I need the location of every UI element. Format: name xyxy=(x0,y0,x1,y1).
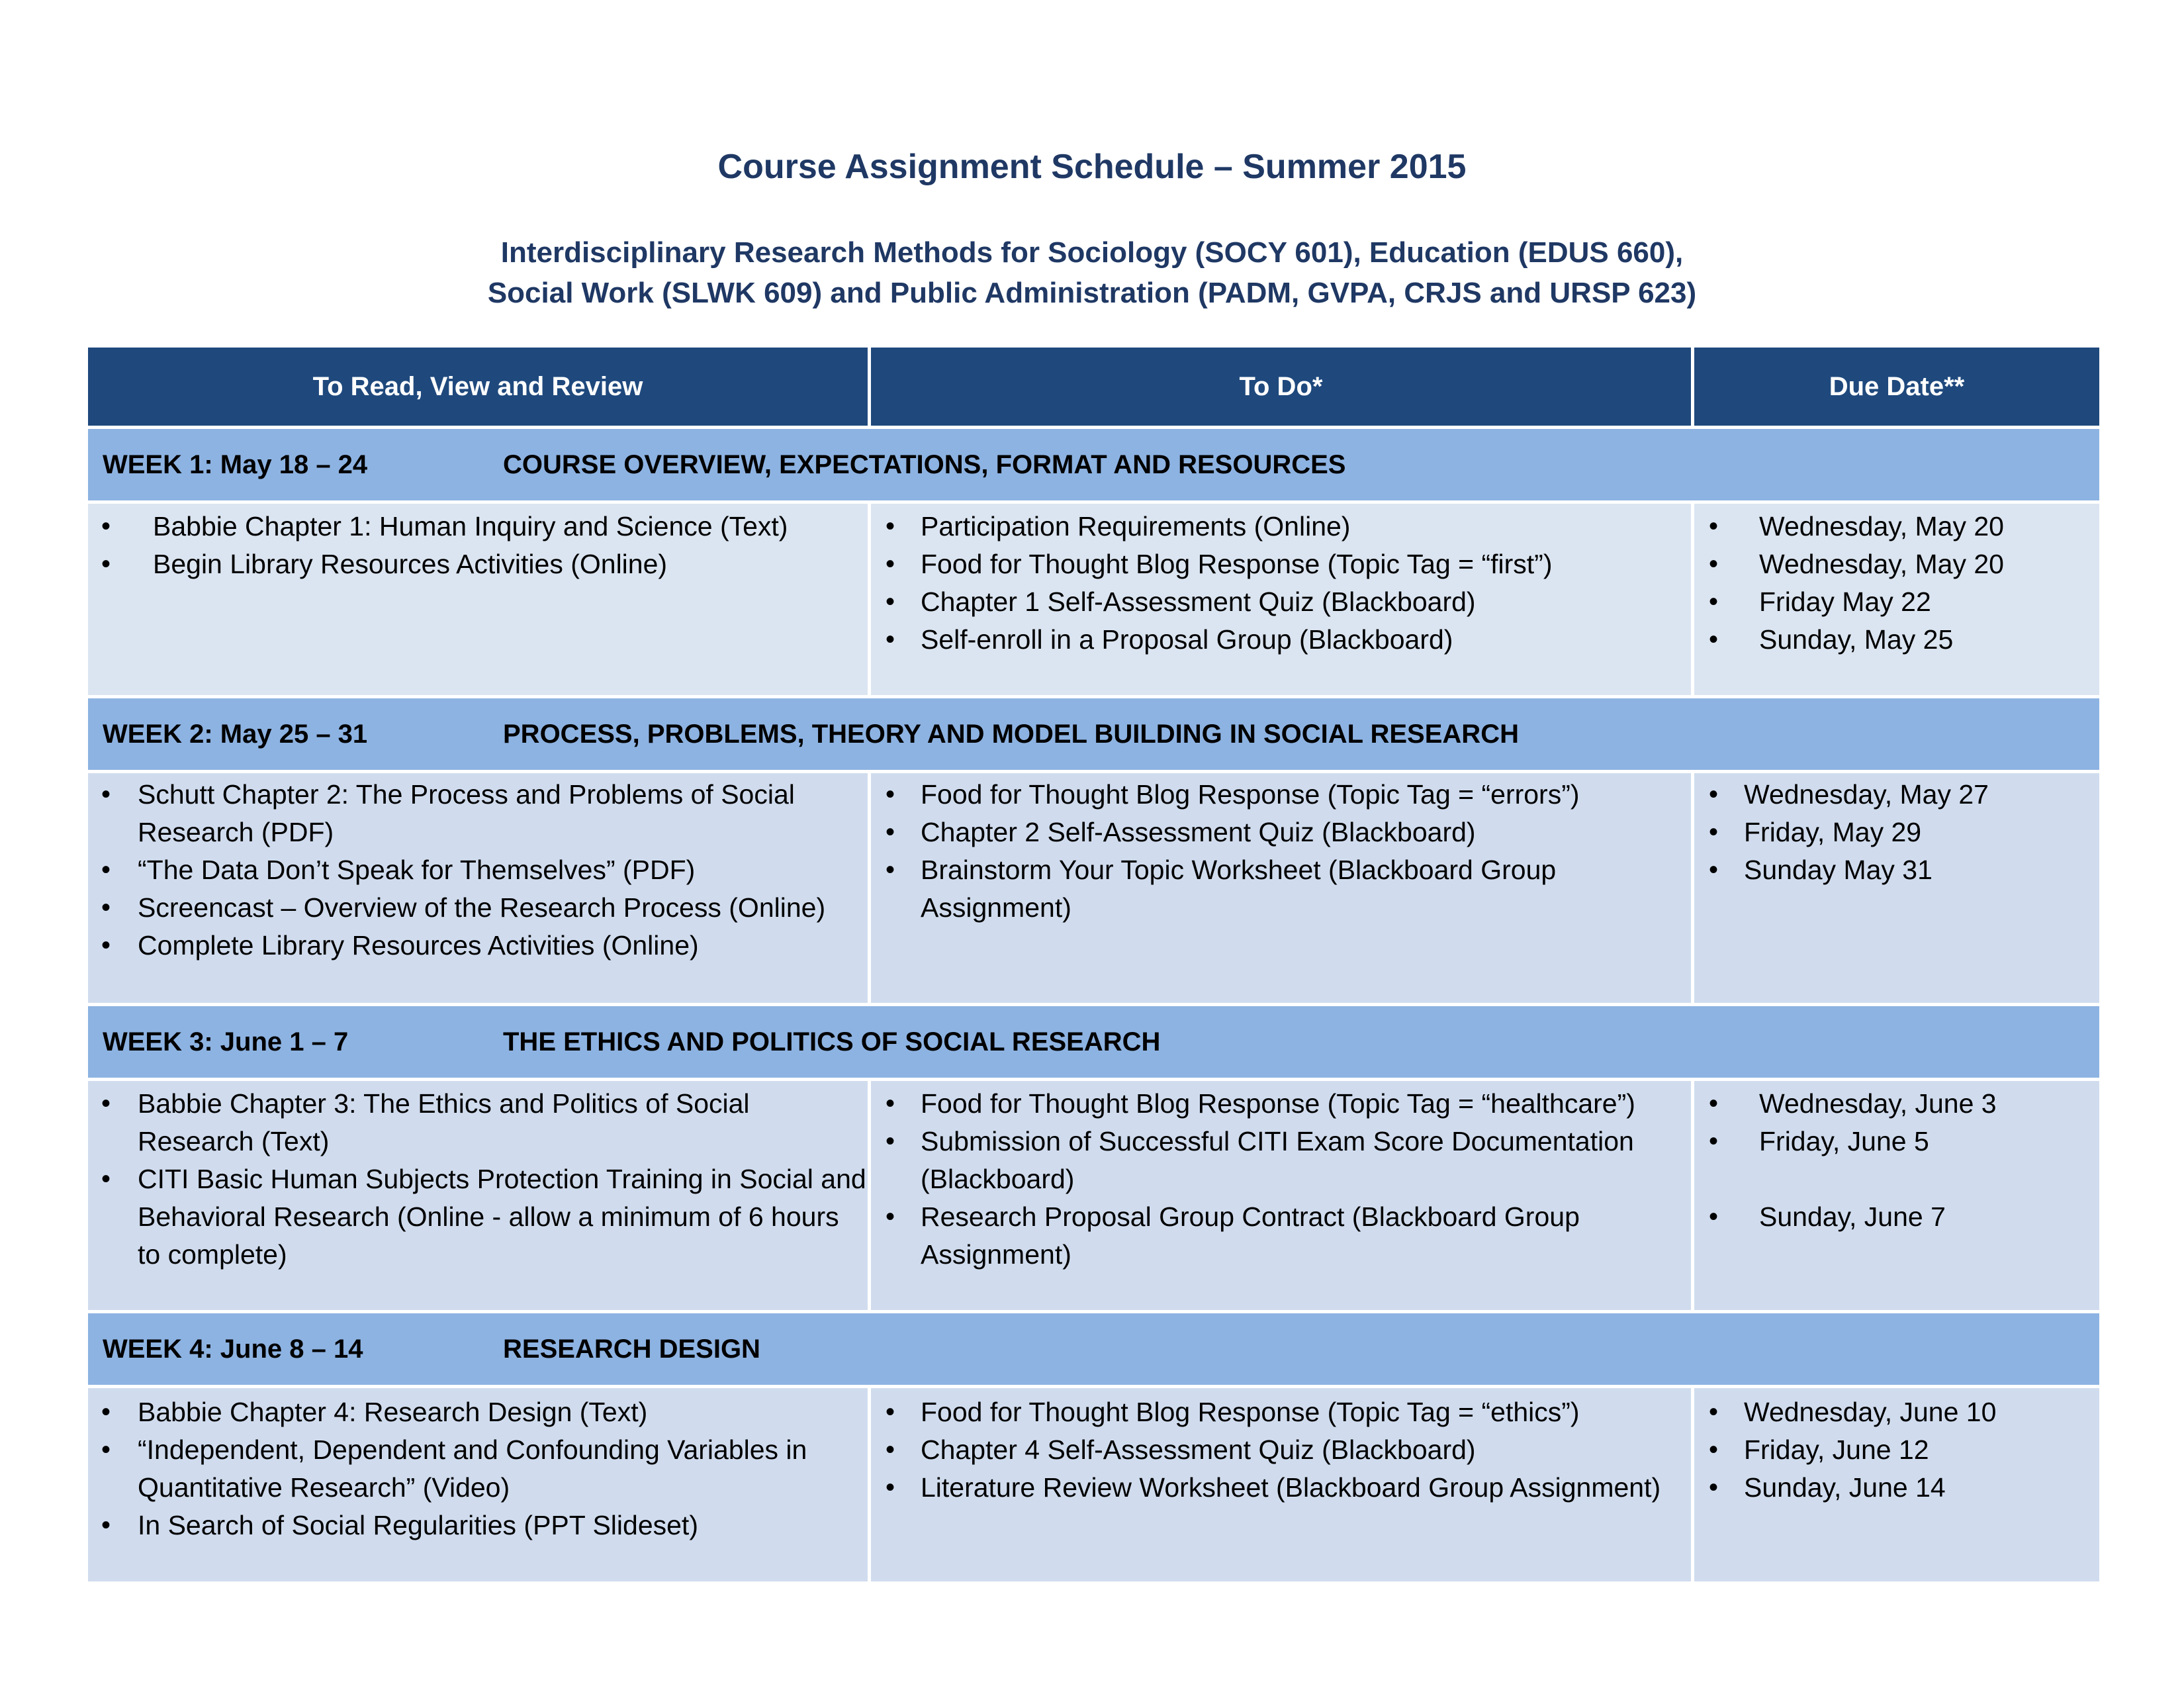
list-item: • Chapter 4 Self-Assessment Quiz (Blackboard) xyxy=(871,1431,1691,1469)
week-2-header xyxy=(87,697,2101,772)
week-theme: PROCESS, PROBLEMS, THEORY AND MODEL BUILDING IN SOCIAL RESEARCH xyxy=(503,719,1519,749)
list-item: • Chapter 1 Self-Assessment Quiz (Blackboard) xyxy=(871,583,1691,621)
week-4-read-cell xyxy=(87,1387,870,1583)
list-item: • Food for Thought Blog Response (Topic Tag = “errors”) xyxy=(871,776,1691,814)
list-item: • “The Data Don’t Speak for Themselves” (PDF) xyxy=(88,851,868,889)
list-item: • CITI Basic Human Subjects Protection Training in Social and Behavioral Research (Online - allow a minimum of 6 hours to complete) xyxy=(88,1160,868,1274)
week-3-due-cell xyxy=(1693,1080,2101,1312)
column-header-todo: To Do* xyxy=(870,346,1693,428)
week-1-content xyxy=(87,502,2101,697)
list-item: • Schutt Chapter 2: The Process and Problems of Social Research (PDF) xyxy=(88,776,868,851)
list-item: • Participation Requirements (Online) xyxy=(871,508,1691,545)
list-item: • Wednesday, May 27 xyxy=(1694,776,2099,814)
list-item: • Submission of Successful CITI Exam Score Documentation (Blackboard) xyxy=(871,1123,1691,1198)
list-item: • Babbie Chapter 4: Research Design (Text) xyxy=(88,1393,868,1431)
list-item: • “Independent, Dependent and Confounding Variables in Quantitative Research” (Video) xyxy=(88,1431,868,1507)
list-item: • Wednesday, June 3 xyxy=(1694,1085,2099,1123)
week-2-content xyxy=(87,772,2101,1005)
week-2-read-cell xyxy=(87,772,870,1005)
course-subtitle-line-2: Social Work (SLWK 609) and Public Administration (PADM, GVPA, CRJS and URSP 623) xyxy=(487,277,1697,309)
list-item: • Food for Thought Blog Response (Topic Tag = “healthcare”) xyxy=(871,1085,1691,1123)
table-header-row xyxy=(87,346,2101,428)
week-3-todo-cell xyxy=(870,1080,1693,1312)
week-4-content xyxy=(87,1387,2101,1583)
week-theme: RESEARCH DESIGN xyxy=(503,1334,760,1364)
week-label: WEEK 1: May 18 – 24 xyxy=(103,449,368,479)
week-label: WEEK 4: June 8 – 14 xyxy=(103,1334,363,1364)
list-item: • Research Proposal Group Contract (Blackboard Group Assignment) xyxy=(871,1198,1691,1274)
list-item: • Complete Library Resources Activities (Online) xyxy=(88,927,868,964)
list-item: • Sunday May 31 xyxy=(1694,851,2099,889)
week-4-todo-cell xyxy=(870,1387,1693,1583)
week-1-header xyxy=(87,428,2101,502)
list-item: • Food for Thought Blog Response (Topic Tag = “ethics”) xyxy=(871,1393,1691,1431)
week-1-read-cell xyxy=(87,502,870,697)
assignment-schedule-table xyxy=(85,344,2103,1585)
list-item: • Sunday, June 7 xyxy=(1694,1198,2099,1236)
week-2-todo-cell xyxy=(870,772,1693,1005)
week-4-header xyxy=(87,1312,2101,1387)
list-item: • Screencast – Overview of the Research Process (Online) xyxy=(88,889,868,927)
week-3-content xyxy=(87,1080,2101,1312)
week-theme: THE ETHICS AND POLITICS OF SOCIAL RESEARCH xyxy=(503,1027,1161,1056)
week-theme: COURSE OVERVIEW, EXPECTATIONS, FORMAT AND RESOURCES xyxy=(503,449,1346,479)
list-item: • In Search of Social Regularities (PPT Slideset) xyxy=(88,1507,868,1544)
week-label: WEEK 2: May 25 – 31 xyxy=(103,719,368,749)
column-header-due: Due Date** xyxy=(1693,346,2101,428)
list-item: • Friday May 22 xyxy=(1694,583,2099,621)
list-item: • Begin Library Resources Activities (Online) xyxy=(88,545,868,583)
page-title: Course Assignment Schedule – Summer 2015 xyxy=(717,148,1467,186)
list-item: • Food for Thought Blog Response (Topic Tag = “first”) xyxy=(871,545,1691,583)
list-item: • Sunday, June 14 xyxy=(1694,1469,2099,1507)
list-item: • Friday, June 12 xyxy=(1694,1431,2099,1469)
column-header-read: To Read, View and Review xyxy=(87,346,870,428)
spacer xyxy=(1694,1160,2099,1198)
week-1-due-cell xyxy=(1693,502,2101,697)
list-item: • Wednesday, May 20 xyxy=(1694,545,2099,583)
week-2-due-cell xyxy=(1693,772,2101,1005)
list-item: • Self-enroll in a Proposal Group (Blackboard) xyxy=(871,621,1691,659)
list-item: • Sunday, May 25 xyxy=(1694,621,2099,659)
list-item: • Friday, May 29 xyxy=(1694,814,2099,851)
week-3-read-cell xyxy=(87,1080,870,1312)
week-1-todo-cell xyxy=(870,502,1693,697)
list-item: • Friday, June 5 xyxy=(1694,1123,2099,1160)
course-subtitle-line-1: Interdisciplinary Research Methods for Sociology (SOCY 601), Education (EDUS 660), xyxy=(500,236,1684,269)
list-item: • Wednesday, June 10 xyxy=(1694,1393,2099,1431)
list-item: • Babbie Chapter 3: The Ethics and Politics of Social Research (Text) xyxy=(88,1085,868,1160)
list-item: • Wednesday, May 20 xyxy=(1694,508,2099,545)
week-label: WEEK 3: June 1 – 7 xyxy=(103,1027,349,1056)
list-item: • Brainstorm Your Topic Worksheet (Blackboard Group Assignment) xyxy=(871,851,1691,927)
week-4-due-cell xyxy=(1693,1387,2101,1583)
list-item: • Chapter 2 Self-Assessment Quiz (Blackboard) xyxy=(871,814,1691,851)
week-3-header xyxy=(87,1005,2101,1080)
list-item: • Babbie Chapter 1: Human Inquiry and Science (Text) xyxy=(88,508,868,545)
list-item: • Literature Review Worksheet (Blackboard Group Assignment) xyxy=(871,1469,1691,1507)
